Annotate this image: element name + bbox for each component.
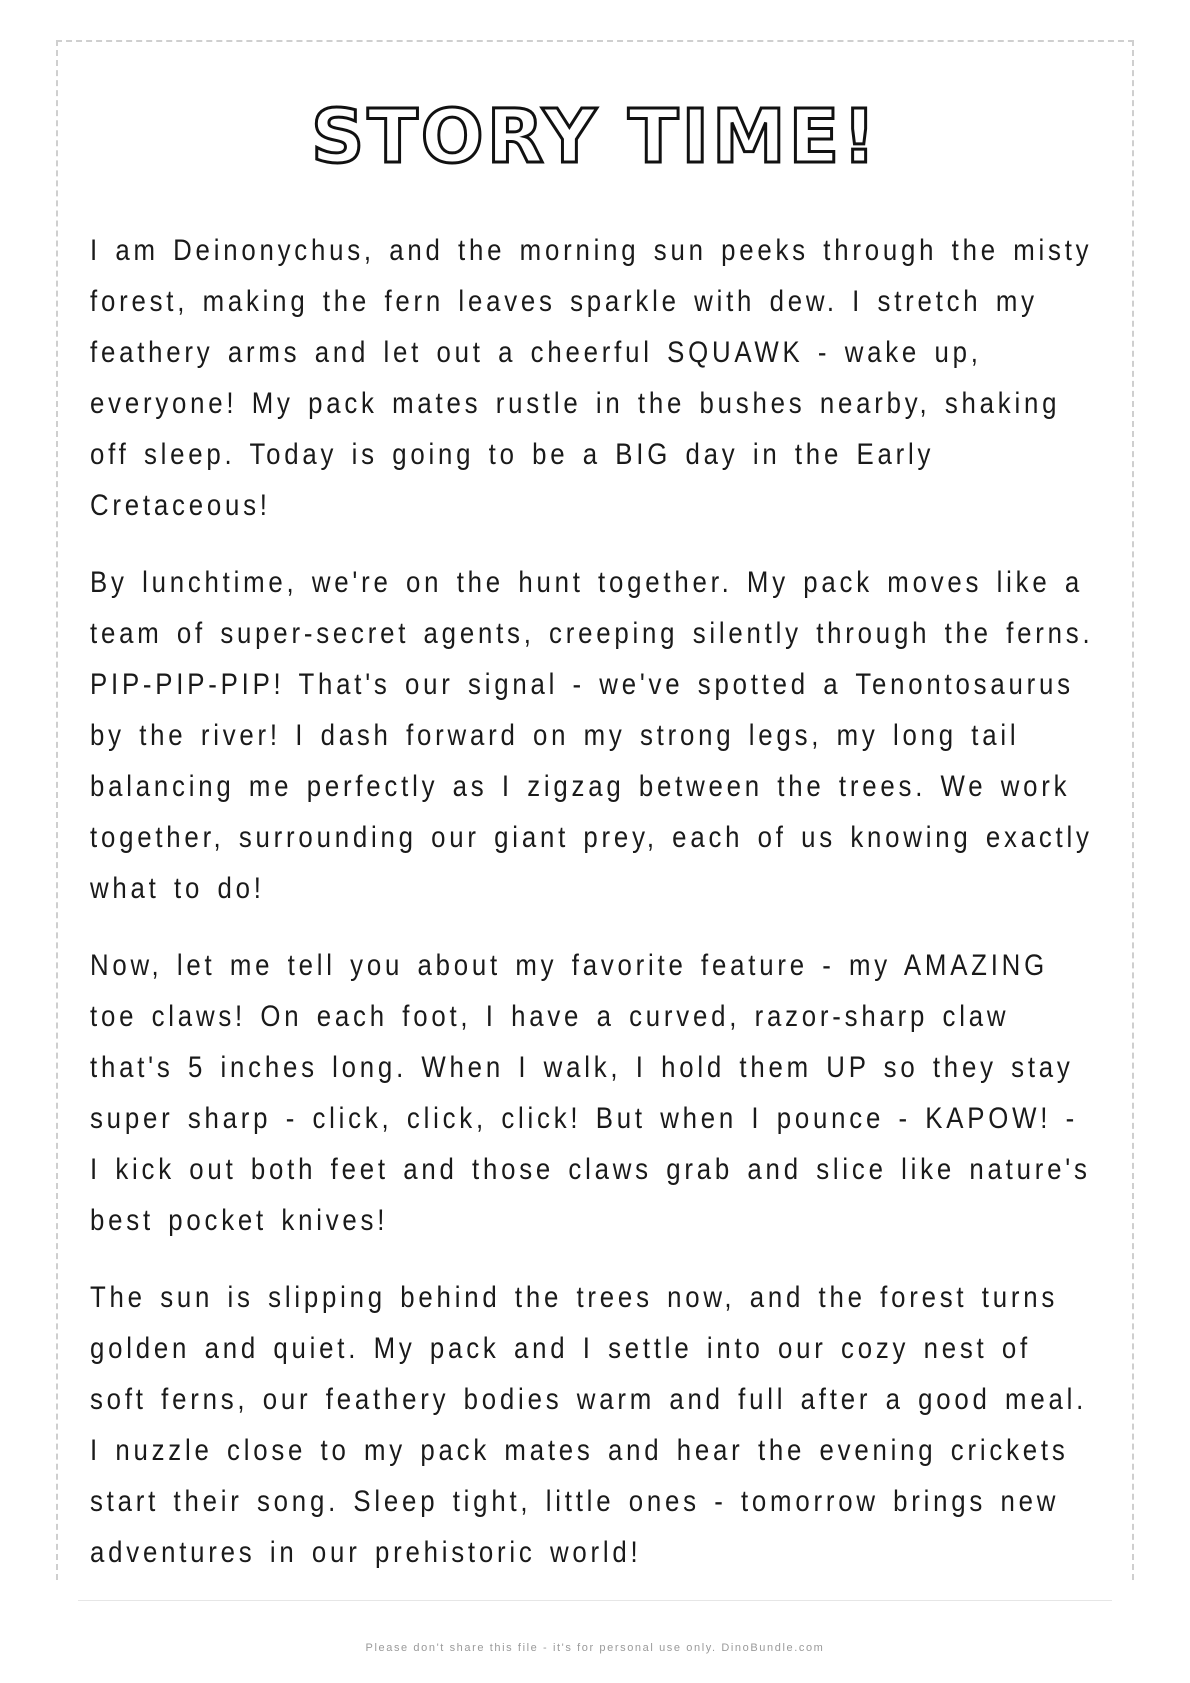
story-paragraph-3: Now, let me tell you about my favorite feature - my AMAZING toe claws! On each foot, I have a curved, razor-sharp claw that's 5 inches long. When I walk, I hold them UP so they stay super sharp - click, click, click! But when I pounce - KAPOW! - I kick out both feet and those claws grab and slice like nature's best pocket knives! — [90, 949, 1091, 1237]
story-body — [90, 225, 1110, 1604]
story-paragraph-2: By lunchtime, we're on the hunt together. My pack moves like a team of super-secret agents, creeping silently through the ferns. PIP-PIP-PIP! That's our signal - we've spotted a Tenontosaurus by the river! I dash forward on my strong legs, my long tail balancing me perfectly as I zigzag between the trees. We work together, surrounding our giant prey, each of us knowing exactly what to do! — [90, 566, 1094, 905]
footer-divider — [78, 1600, 1112, 1601]
page-title: STORY TIME! — [311, 94, 879, 180]
footer-notice: Please don't share this file - it's for personal use only. DinoBundle.com — [365, 1642, 825, 1654]
story-paragraph-1: I am Deinonychus, and the morning sun peeks through the misty forest, making the fern leaves sparkle with dew. I stretch my feathery arms and let out a cheerful SQUAWK - wake up, everyone! My pack mates rustle in the bushes nearby, shaking off sleep. Today is going to be a BIG day in the Early Cretaceous! — [90, 234, 1093, 522]
story-paragraph-4: The sun is slipping behind the trees now, and the forest turns golden and quiet. My pack and I settle into our cozy nest of soft ferns, our feathery bodies warm and full after a good meal. I nuzzle close to my pack mates and hear the evening crickets start their song. Sleep tight, little ones - tomorrow brings new adventures in our prehistoric world! — [90, 1281, 1088, 1569]
